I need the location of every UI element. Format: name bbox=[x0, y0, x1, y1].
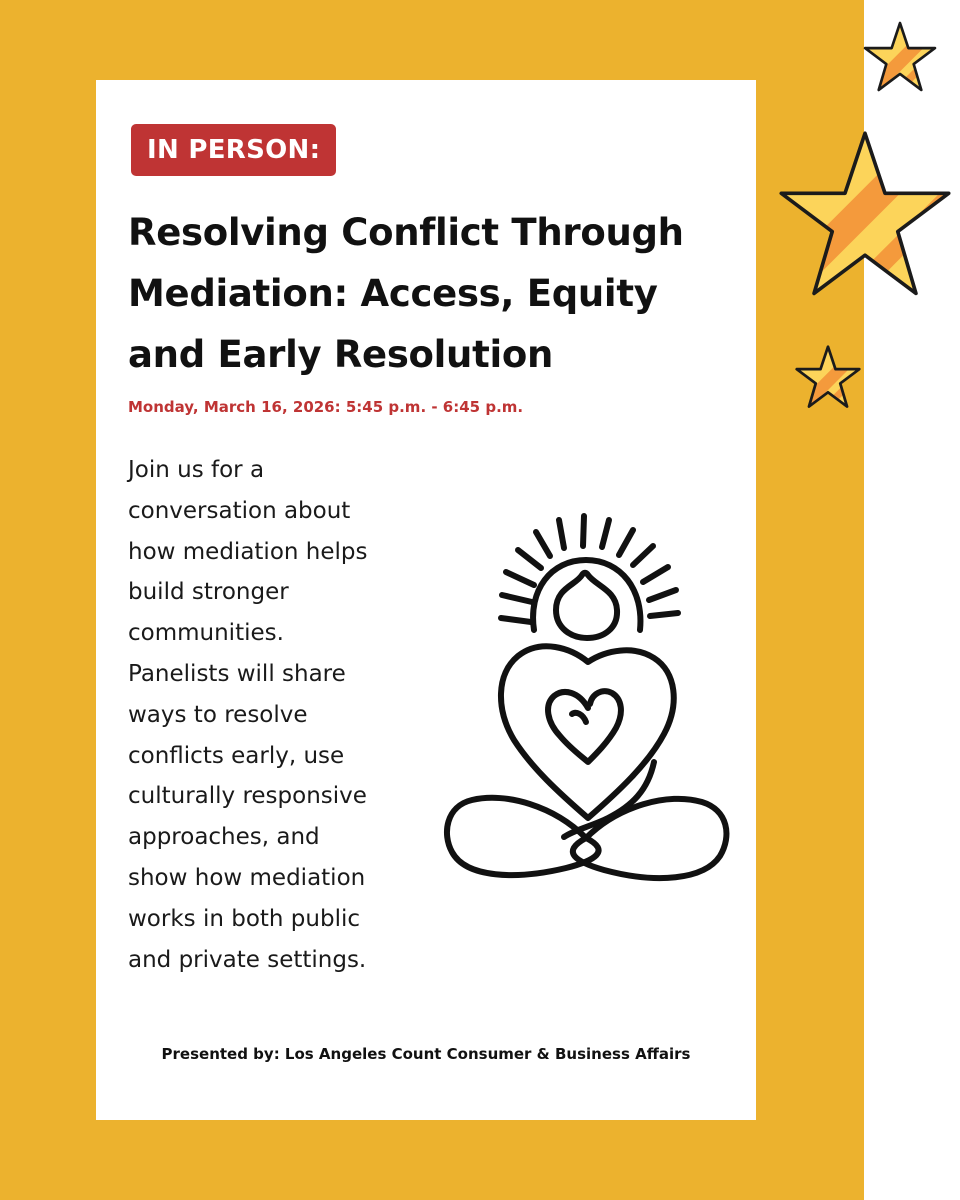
event-datetime: Monday, March 16, 2026: 5:45 p.m. - 6:45 p.m. bbox=[128, 398, 524, 416]
description-line: communities. bbox=[128, 620, 284, 647]
meditating-figure-heart-icon bbox=[436, 500, 736, 910]
description-line: how mediation helps bbox=[128, 538, 368, 565]
description-line: show how mediation bbox=[128, 864, 366, 891]
star-icon bbox=[774, 124, 956, 310]
description-line: conflicts early, use bbox=[128, 742, 345, 769]
event-title-line: and Early Resolution bbox=[128, 333, 554, 376]
description-line: approaches, and bbox=[128, 824, 320, 851]
star-icon bbox=[862, 20, 938, 96]
description-line: conversation about bbox=[128, 497, 351, 524]
star-icon bbox=[794, 344, 862, 412]
event-title-line: Mediation: Access, Equity bbox=[128, 272, 658, 315]
event-description bbox=[128, 450, 428, 980]
event-format-badge: IN PERSON: bbox=[131, 124, 336, 176]
description-line: Join us for a bbox=[128, 457, 265, 483]
event-title-line: Resolving Conflict Through bbox=[128, 211, 684, 254]
description-line: works in both public bbox=[128, 905, 361, 932]
description-line: build stronger bbox=[128, 579, 289, 606]
description-line: and private settings. bbox=[128, 946, 367, 973]
event-title bbox=[128, 202, 748, 385]
description-line: culturally responsive bbox=[128, 783, 367, 810]
description-line: Panelists will share bbox=[128, 660, 346, 687]
event-card bbox=[96, 80, 756, 1120]
description-line: ways to resolve bbox=[128, 701, 308, 728]
presenter-credit: Presented by: Los Angeles Count Consumer & Business Affairs bbox=[161, 1045, 691, 1063]
